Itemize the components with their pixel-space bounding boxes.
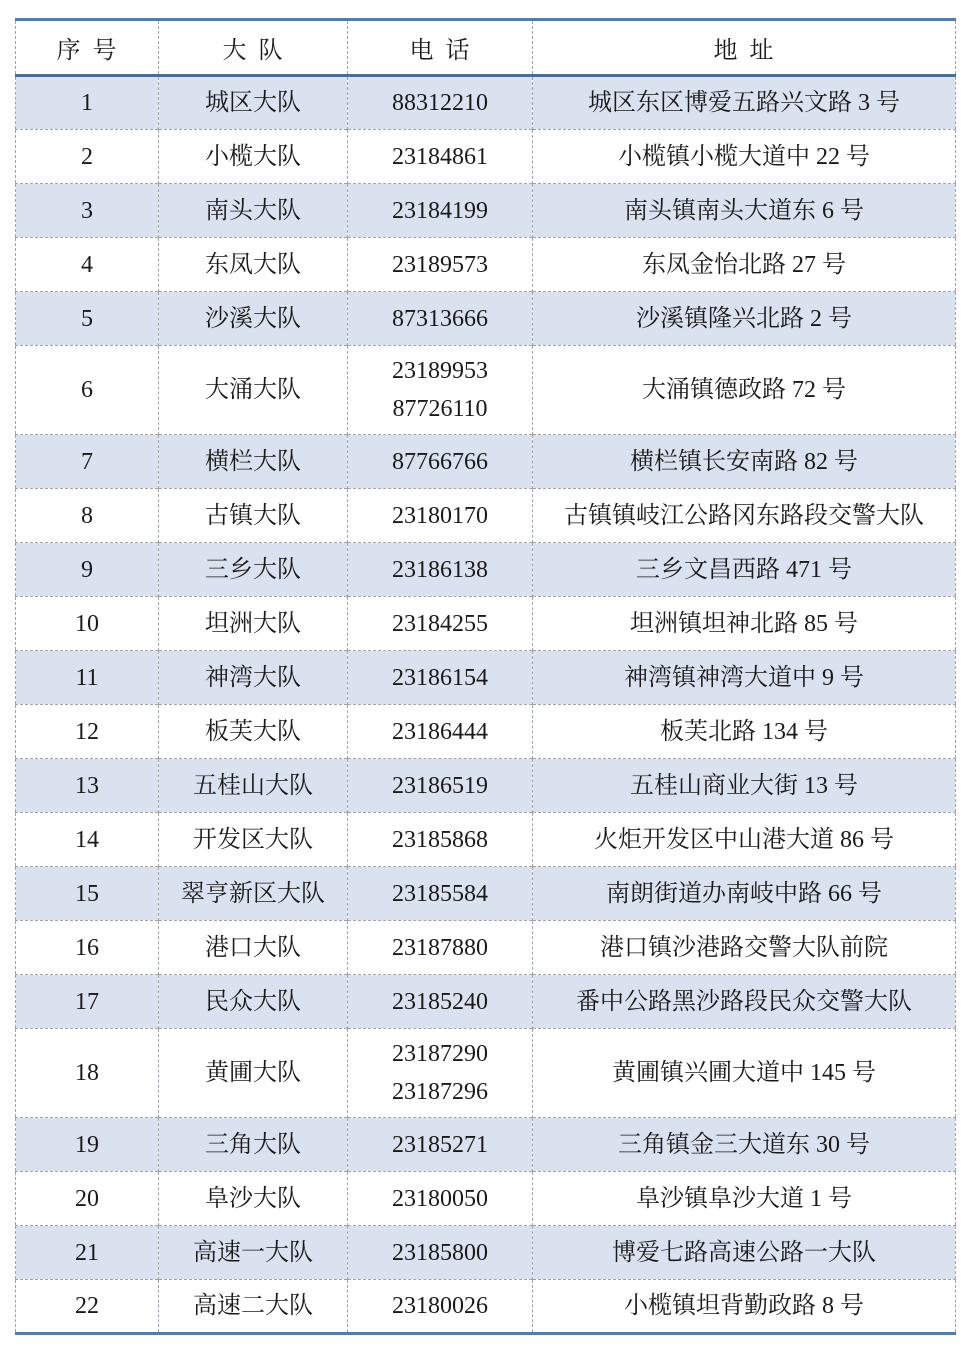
- address-cell-text: 板芙北路 134 号: [660, 718, 828, 745]
- brigade-cell: [159, 346, 348, 435]
- address-cell: [533, 346, 956, 435]
- phone-cell: [348, 130, 533, 184]
- phone-cell: [348, 1226, 533, 1280]
- table-row: [16, 1118, 956, 1172]
- phone-cell-text: 23187296: [392, 1079, 488, 1105]
- brigade-contact-table: [15, 18, 956, 1335]
- address-cell: [533, 1226, 956, 1280]
- row-number-cell: [16, 489, 159, 543]
- table-row: [16, 435, 956, 489]
- address-cell-text: 沙溪镇隆兴北路 2 号: [636, 305, 852, 332]
- brigade-cell-text: 横栏大队: [205, 448, 301, 475]
- table-row: [16, 813, 956, 867]
- brigade-cell-text: 三角大队: [205, 1131, 301, 1158]
- phone-cell: [348, 184, 533, 238]
- brigade-cell: [159, 975, 348, 1029]
- row-number-cell: [16, 1118, 159, 1172]
- row-number-cell-text: 19: [75, 1131, 99, 1158]
- phone-cell: [348, 1118, 533, 1172]
- address-cell-text: 南朗街道办南岐中路 66 号: [606, 880, 882, 907]
- address-cell-text: 古镇镇岐江公路冈东路段交警大队: [564, 502, 924, 529]
- row-number-cell: [16, 651, 159, 705]
- phone-cell-text: 23185584: [392, 880, 488, 907]
- phone-cell-text: 23184861: [392, 143, 488, 170]
- column-header-address: 地址: [533, 20, 956, 76]
- row-number-cell: [16, 1226, 159, 1280]
- header-row: [16, 20, 956, 76]
- brigade-cell-text: 神湾大队: [205, 664, 301, 691]
- row-number-cell-text: 3: [81, 197, 93, 224]
- address-cell-text: 南头镇南头大道东 6 号: [624, 197, 864, 224]
- phone-cell-text: 23187880: [392, 934, 488, 961]
- address-cell-text: 五桂山商业大街 13 号: [630, 772, 858, 799]
- address-cell-text: 小榄镇坦背勤政路 8 号: [624, 1293, 864, 1319]
- brigade-cell-text: 小榄大队: [205, 143, 301, 170]
- row-number-cell-text: 16: [75, 934, 99, 961]
- phone-cell: [348, 867, 533, 921]
- brigade-cell: [159, 489, 348, 543]
- brigade-cell-text: 坦洲大队: [205, 610, 301, 637]
- row-number-cell-text: 18: [75, 1060, 99, 1086]
- row-number-cell: [16, 543, 159, 597]
- row-number-cell-text: 10: [75, 610, 99, 637]
- brigade-cell: [159, 921, 348, 975]
- phone-cell-text: 23184199: [392, 197, 488, 224]
- brigade-cell-text: 城区大队: [205, 90, 301, 116]
- phone-cell-text: 23186138: [392, 556, 488, 583]
- table-row: [16, 238, 956, 292]
- brigade-cell: [159, 813, 348, 867]
- row-number-cell: [16, 292, 159, 346]
- address-cell: [533, 435, 956, 489]
- row-number-cell: [16, 1172, 159, 1226]
- table-row: [16, 1226, 956, 1280]
- address-cell: [533, 184, 956, 238]
- brigade-cell-text: 开发区大队: [193, 826, 313, 853]
- row-number-cell: [16, 76, 159, 130]
- table-row: [16, 975, 956, 1029]
- brigade-cell: [159, 1172, 348, 1226]
- table-row: [16, 1280, 956, 1334]
- phone-cell: [348, 597, 533, 651]
- address-cell: [533, 759, 956, 813]
- row-number-cell-text: 13: [75, 772, 99, 799]
- row-number-cell-text: 1: [81, 90, 93, 116]
- row-number-cell: [16, 184, 159, 238]
- table-row: [16, 346, 956, 435]
- column-header-brigade: 大队: [159, 20, 348, 76]
- brigade-cell: [159, 867, 348, 921]
- brigade-cell-text: 高速二大队: [193, 1293, 313, 1319]
- address-cell: [533, 543, 956, 597]
- phone-cell: [348, 759, 533, 813]
- phone-cell: [348, 1280, 533, 1334]
- row-number-cell-text: 11: [75, 664, 99, 691]
- address-cell: [533, 1280, 956, 1334]
- phone-cell: [348, 76, 533, 130]
- brigade-cell-text: 大涌大队: [205, 377, 301, 403]
- address-cell-text: 博爱七路高速公路一大队: [612, 1239, 876, 1266]
- row-number-cell-text: 2: [81, 143, 93, 170]
- address-cell-text: 东凤金怡北路 27 号: [642, 251, 846, 278]
- phone-cell: [348, 435, 533, 489]
- address-cell-text: 番中公路黑沙路段民众交警大队: [576, 988, 912, 1015]
- brigade-cell: [159, 705, 348, 759]
- row-number-cell-text: 15: [75, 880, 99, 907]
- table-row: [16, 597, 956, 651]
- table-header: [16, 20, 956, 76]
- row-number-cell: [16, 435, 159, 489]
- phone-cell: [348, 921, 533, 975]
- row-number-cell: [16, 130, 159, 184]
- address-cell-text: 城区东区博爱五路兴文路 3 号: [588, 90, 900, 116]
- phone-cell: [348, 651, 533, 705]
- row-number-cell: [16, 975, 159, 1029]
- phone-cell-text: 88312210: [392, 90, 488, 116]
- brigade-cell: [159, 1118, 348, 1172]
- row-number-cell-text: 20: [75, 1185, 99, 1212]
- brigade-cell: [159, 238, 348, 292]
- table-row: [16, 130, 956, 184]
- phone-cell-text: 23186519: [392, 772, 488, 799]
- brigade-cell-text: 港口大队: [205, 934, 301, 961]
- phone-cell: [348, 1029, 533, 1118]
- table-row: [16, 184, 956, 238]
- row-number-cell: [16, 1280, 159, 1334]
- phone-cell: [348, 292, 533, 346]
- row-number-cell: [16, 705, 159, 759]
- address-cell: [533, 705, 956, 759]
- address-cell: [533, 975, 956, 1029]
- brigade-cell-text: 东凤大队: [205, 251, 301, 278]
- brigade-cell: [159, 543, 348, 597]
- address-cell-text: 三角镇金三大道东 30 号: [618, 1131, 870, 1158]
- phone-cell: [348, 813, 533, 867]
- row-number-cell-text: 9: [81, 556, 93, 583]
- address-cell: [533, 238, 956, 292]
- row-number-cell: [16, 346, 159, 435]
- address-cell: [533, 76, 956, 130]
- phone-cell-text: 23180170: [392, 502, 488, 529]
- address-cell-text: 横栏镇长安南路 82 号: [630, 448, 858, 475]
- address-cell-text: 阜沙镇阜沙大道 1 号: [636, 1185, 852, 1212]
- brigade-cell-text: 民众大队: [205, 988, 301, 1015]
- row-number-cell-text: 8: [81, 502, 93, 529]
- phone-cell-text: 23180050: [392, 1185, 488, 1212]
- brigade-cell-text: 五桂山大队: [193, 772, 313, 799]
- brigade-cell: [159, 292, 348, 346]
- row-number-cell: [16, 867, 159, 921]
- table-row: [16, 867, 956, 921]
- phone-cell-text: 23186444: [392, 718, 488, 745]
- brigade-cell-text: 高速一大队: [193, 1239, 313, 1266]
- address-cell-text: 坦洲镇坦神北路 85 号: [630, 610, 858, 637]
- brigade-cell-text: 翠亨新区大队: [181, 880, 325, 907]
- phone-cell-text: 23186154: [392, 664, 488, 691]
- address-cell-text: 火炬开发区中山港大道 86 号: [594, 826, 894, 853]
- brigade-cell: [159, 130, 348, 184]
- brigade-cell: [159, 597, 348, 651]
- table-row: [16, 705, 956, 759]
- row-number-cell: [16, 238, 159, 292]
- table-row: [16, 651, 956, 705]
- address-cell: [533, 651, 956, 705]
- phone-cell-text: 23187290: [392, 1041, 488, 1067]
- brigade-cell: [159, 1029, 348, 1118]
- table-row: [16, 759, 956, 813]
- address-cell: [533, 1029, 956, 1118]
- address-cell: [533, 867, 956, 921]
- brigade-cell: [159, 759, 348, 813]
- address-cell: [533, 921, 956, 975]
- row-number-cell-text: 22: [75, 1293, 99, 1319]
- brigade-cell: [159, 184, 348, 238]
- phone-cell-text: 87726110: [392, 396, 488, 422]
- address-cell-text: 港口镇沙港路交警大队前院: [600, 934, 888, 961]
- column-header-number: 序号: [56, 38, 129, 64]
- table-row: [16, 1029, 956, 1118]
- brigade-cell-text: 阜沙大队: [205, 1185, 301, 1212]
- brigade-cell-text: 三乡大队: [205, 556, 301, 583]
- table-row: [16, 76, 956, 130]
- row-number-cell: [16, 597, 159, 651]
- brigade-cell-text: 南头大队: [205, 197, 301, 224]
- brigade-cell: [159, 651, 348, 705]
- column-header-phone: 电话: [348, 20, 533, 76]
- brigade-cell: [159, 1280, 348, 1334]
- row-number-cell-text: 6: [81, 377, 93, 403]
- brigade-cell-text: 沙溪大队: [205, 305, 301, 332]
- phone-cell-text: 23185868: [392, 826, 488, 853]
- address-cell: [533, 130, 956, 184]
- row-number-cell: [16, 813, 159, 867]
- table-row: [16, 1172, 956, 1226]
- brigade-cell-text: 古镇大队: [205, 502, 301, 529]
- table-body: [16, 76, 956, 1334]
- phone-cell: [348, 238, 533, 292]
- row-number-cell-text: 5: [81, 305, 93, 332]
- brigade-cell-text: 黄圃大队: [205, 1060, 301, 1086]
- row-number-cell-text: 14: [75, 826, 99, 853]
- table-row: [16, 292, 956, 346]
- table-row: [16, 921, 956, 975]
- row-number-cell-text: 17: [75, 988, 99, 1015]
- row-number-cell: [16, 921, 159, 975]
- address-cell-text: 大涌镇德政路 72 号: [642, 377, 846, 403]
- phone-cell: [348, 975, 533, 1029]
- address-cell: [533, 1118, 956, 1172]
- address-cell: [533, 1172, 956, 1226]
- table-row: [16, 543, 956, 597]
- address-cell-text: 三乡文昌西路 471 号: [636, 556, 852, 583]
- phone-cell: [348, 346, 533, 435]
- row-number-cell: [16, 1029, 159, 1118]
- phone-cell-text: 87766766: [392, 448, 488, 475]
- phone-cell-text: 23185800: [392, 1239, 488, 1266]
- table-row: [16, 489, 956, 543]
- address-cell-text: 神湾镇神湾大道中 9 号: [624, 664, 864, 691]
- row-number-cell-text: 12: [75, 718, 99, 745]
- brigade-cell: [159, 1226, 348, 1280]
- phone-cell-text: 23189573: [392, 251, 488, 278]
- address-cell-text: 小榄镇小榄大道中 22 号: [618, 143, 870, 170]
- phone-cell: [348, 1172, 533, 1226]
- address-cell: [533, 813, 956, 867]
- phone-cell: [348, 543, 533, 597]
- address-cell: [533, 597, 956, 651]
- phone-cell-text: 23185240: [392, 988, 488, 1015]
- phone-cell-text: 87313666: [392, 305, 488, 332]
- row-number-cell-text: 7: [81, 448, 93, 475]
- brigade-cell: [159, 76, 348, 130]
- phone-cell-text: 23185271: [392, 1131, 488, 1158]
- row-number-cell-text: 21: [75, 1239, 99, 1266]
- phone-cell: [348, 705, 533, 759]
- row-number-cell: [16, 759, 159, 813]
- address-cell: [533, 292, 956, 346]
- brigade-cell: [159, 435, 348, 489]
- row-number-cell-text: 4: [81, 251, 93, 278]
- address-cell-text: 黄圃镇兴圃大道中 145 号: [612, 1060, 876, 1086]
- brigade-cell-text: 板芙大队: [205, 718, 301, 745]
- phone-cell-text: 23189953: [392, 358, 488, 384]
- phone-cell: [348, 489, 533, 543]
- phone-cell-text: 23180026: [392, 1293, 488, 1319]
- phone-cell-text: 23184255: [392, 610, 488, 637]
- address-cell: [533, 489, 956, 543]
